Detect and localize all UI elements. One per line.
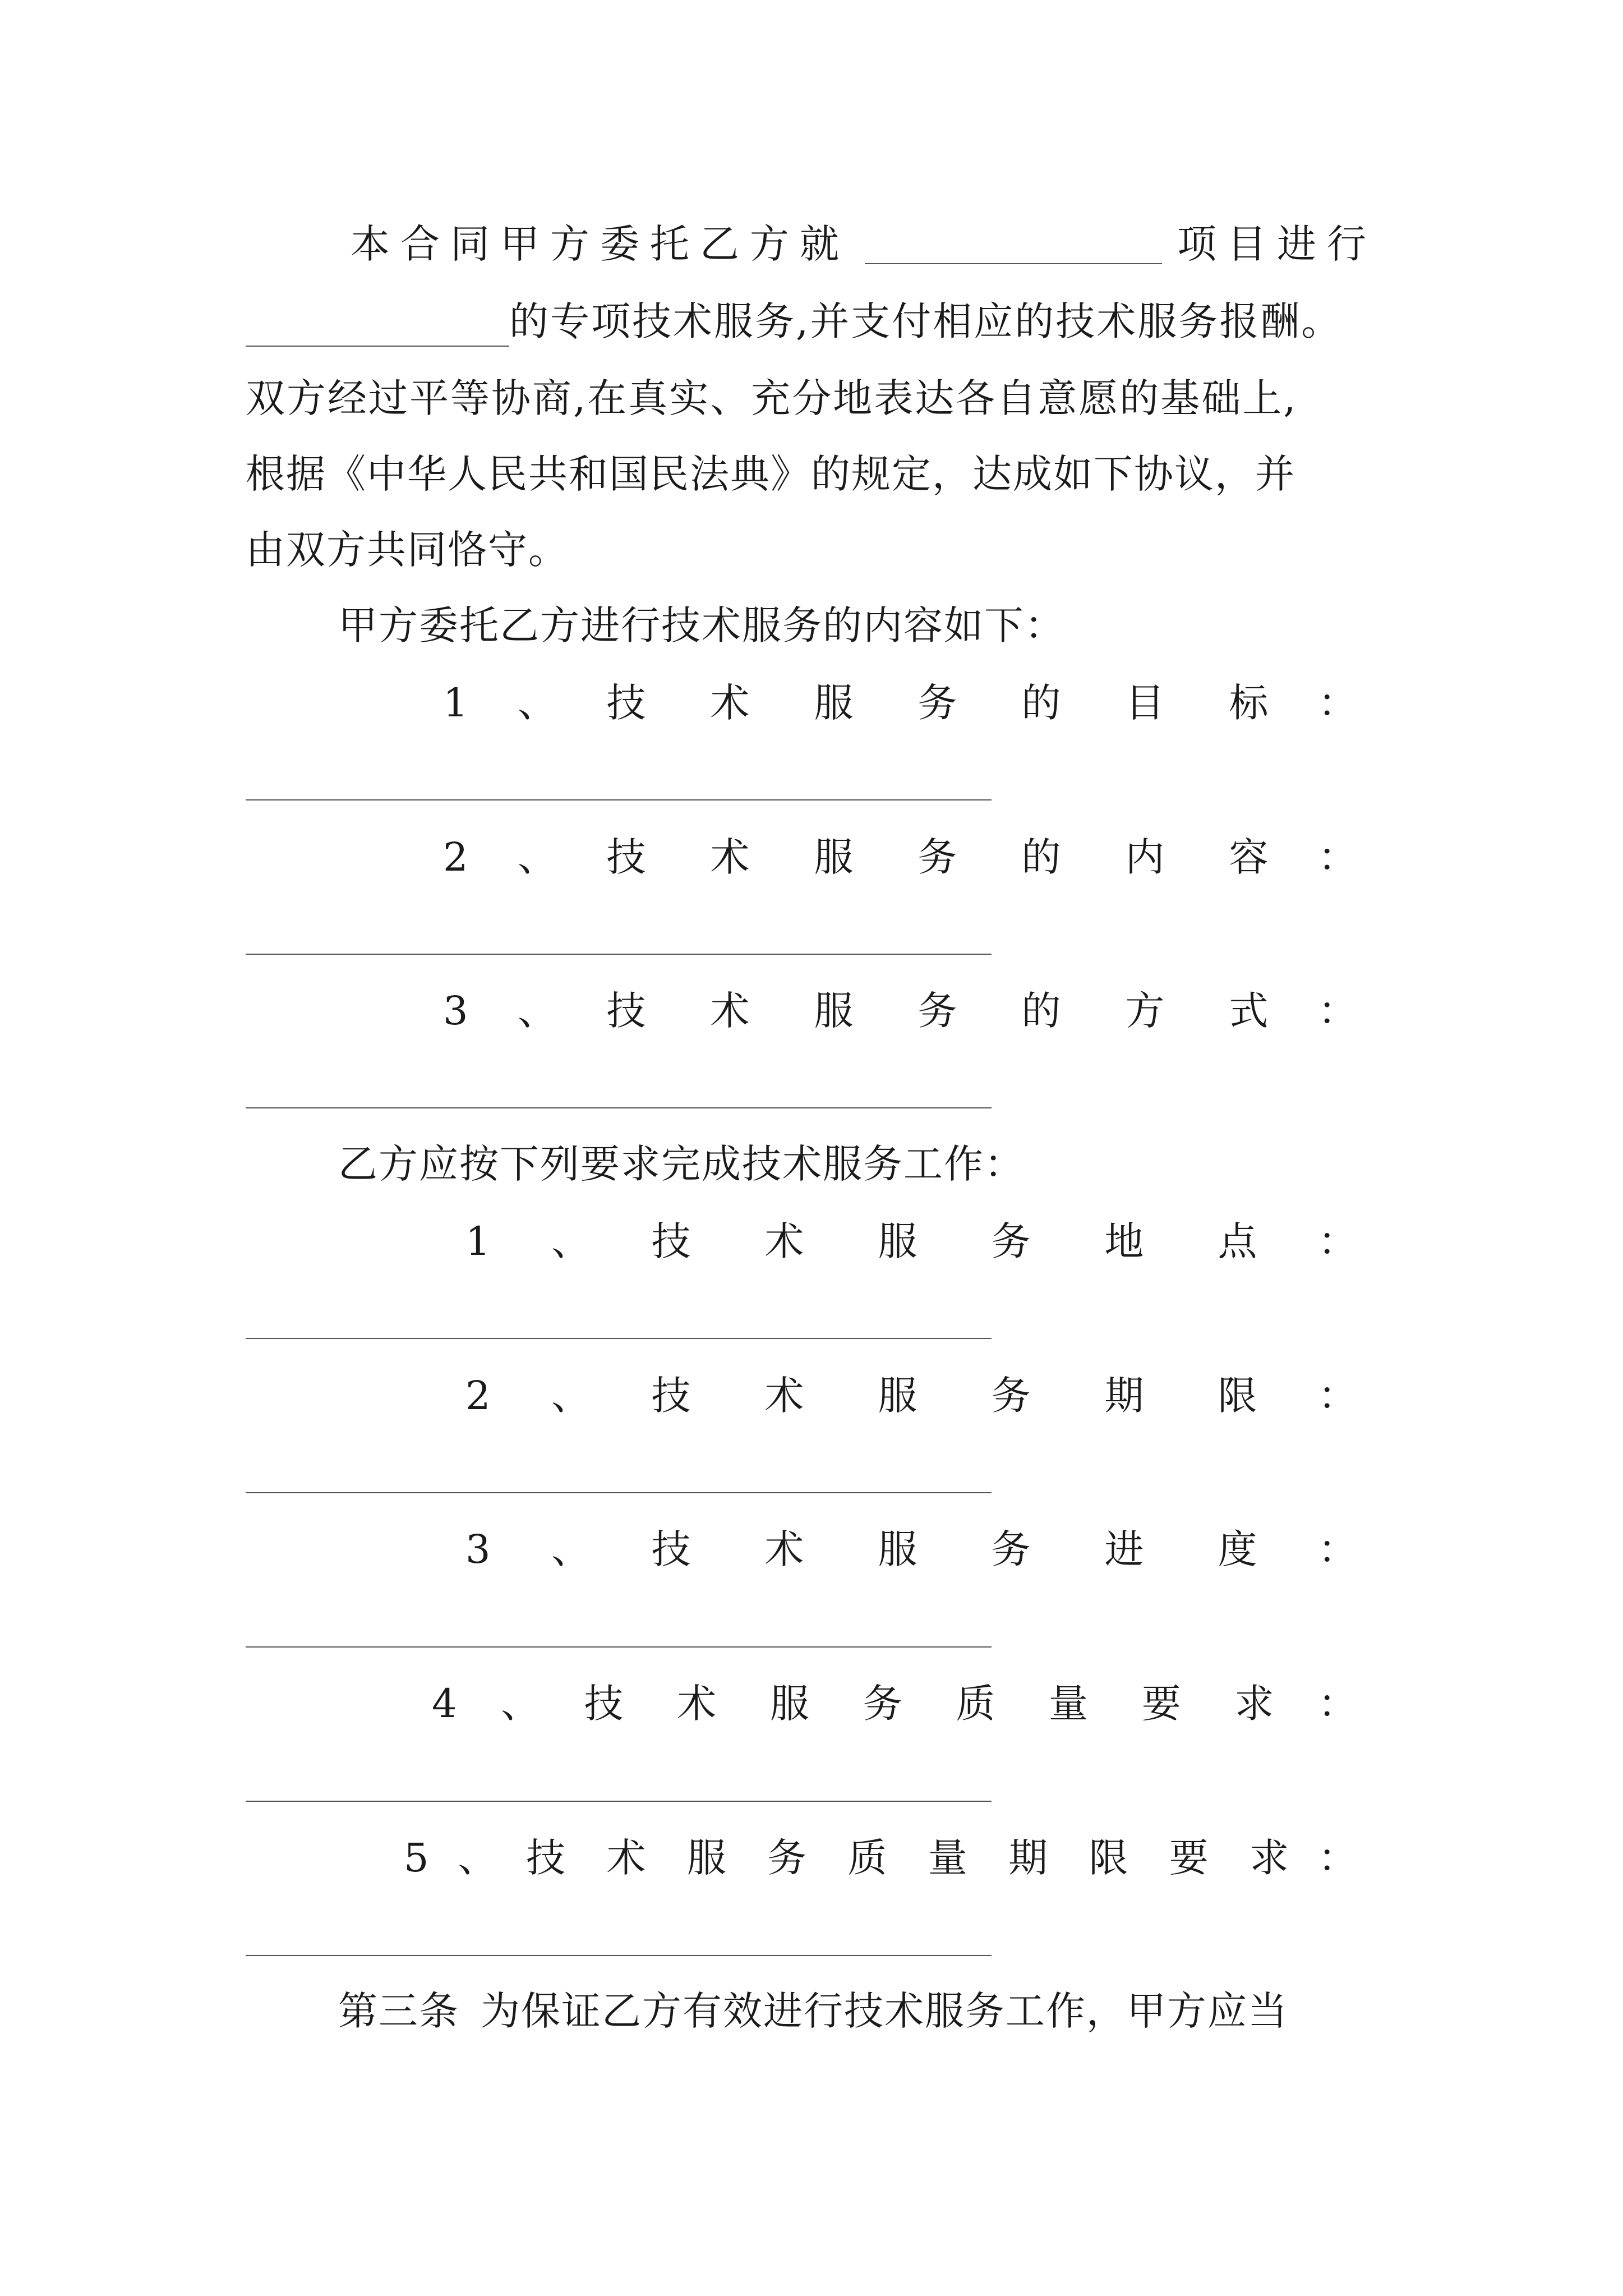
char: 求 <box>1234 1681 1274 1727</box>
char: 务 <box>917 988 957 1034</box>
char: 量 <box>1049 1681 1089 1727</box>
answer-line <box>246 1107 992 1108</box>
item-colon: ： <box>1317 1835 1357 1881</box>
intro-line-4 <box>246 449 1295 499</box>
item-label <box>607 986 1269 1036</box>
char: 的 <box>1021 988 1061 1034</box>
item-colon: ： <box>1318 988 1357 1034</box>
char: 务 <box>991 1373 1031 1419</box>
section2-item-4 <box>432 1678 1357 1729</box>
char: 服 <box>878 1218 917 1264</box>
char: 限 <box>1218 1373 1257 1419</box>
item-colon: ： <box>1318 1526 1357 1572</box>
char: 技 <box>606 680 646 726</box>
item-colon: ： <box>1318 834 1357 880</box>
char: 质 <box>956 1681 995 1727</box>
item-number: 2 <box>443 834 468 880</box>
item-separator: 、 <box>518 988 557 1034</box>
item-colon: ： <box>1318 1218 1357 1264</box>
char: 术 <box>710 834 750 880</box>
item-separator: 、 <box>551 1373 591 1419</box>
intro-line-5 <box>246 524 569 575</box>
item-label <box>652 1216 1257 1267</box>
char: 的 <box>1021 680 1061 726</box>
answer-line <box>246 1801 992 1802</box>
char: 服 <box>878 1373 917 1419</box>
section2-heading <box>338 1139 1025 1189</box>
char: 术 <box>710 680 750 726</box>
section2-item-2 <box>465 1370 1357 1421</box>
char: 务 <box>863 1681 902 1727</box>
item-separator: 、 <box>501 1681 541 1727</box>
article3-line <box>338 1986 1288 2036</box>
intro-line-1 <box>351 219 1377 269</box>
section1-item-3 <box>443 986 1357 1036</box>
char: 服 <box>769 1681 809 1727</box>
char: 目 <box>1125 680 1165 726</box>
intro-line-2 <box>246 296 1342 347</box>
char: 技 <box>651 1373 691 1419</box>
item-number: 3 <box>443 988 468 1034</box>
char: 方 <box>1125 988 1165 1034</box>
char: 地 <box>1104 1218 1144 1264</box>
intro-line-1-suffix: 项目进行 <box>1177 221 1377 267</box>
item-separator: 、 <box>458 1835 497 1881</box>
section2-heading-text: 乙方应按下列要求完成技术服务工作： <box>338 1141 1025 1187</box>
item-label <box>584 1678 1274 1729</box>
char: 的 <box>1021 834 1061 880</box>
intro-line-5-text: 由双方共同恪守。 <box>246 527 569 573</box>
char: 术 <box>677 1681 717 1727</box>
answer-line <box>246 1955 992 1956</box>
char: 服 <box>814 834 854 880</box>
char: 技 <box>606 988 646 1034</box>
char: 技 <box>606 834 646 880</box>
item-label <box>652 1370 1257 1421</box>
char: 要 <box>1141 1681 1181 1727</box>
answer-line <box>246 1492 992 1493</box>
section2-item-5 <box>404 1833 1357 1883</box>
char: 标 <box>1229 680 1269 726</box>
section2-item-1 <box>465 1216 1357 1267</box>
section1-item-2 <box>443 832 1357 882</box>
intro-line-4-text: 根据《中华人民共和国民法典》的规定，达成如下协议，并 <box>246 451 1295 497</box>
char: 技 <box>651 1218 691 1264</box>
article3-text: 为保证乙方有效进行技术服务工作，甲方应当 <box>481 1988 1288 2034</box>
intro-line-2-text: 的专项技术服务,并支付相应的技术服务报酬。 <box>509 298 1343 344</box>
char: 务 <box>991 1218 1031 1264</box>
char: 服 <box>878 1526 917 1572</box>
item-label <box>607 832 1269 882</box>
item-label <box>607 678 1269 728</box>
char: 式 <box>1229 988 1269 1034</box>
char: 术 <box>764 1218 804 1264</box>
answer-line <box>246 1646 992 1648</box>
intro-line-3-text: 双方经过平等协商,在真实、充分地表达各自意愿的基础上, <box>246 375 1298 421</box>
section1-heading-text: 甲方委托乙方进行技术服务的内容如下： <box>338 602 1065 648</box>
char: 进 <box>1104 1526 1144 1572</box>
item-number: 2 <box>465 1373 491 1419</box>
char: 务 <box>917 680 957 726</box>
char: 技 <box>651 1526 691 1572</box>
item-colon: ： <box>1318 1373 1357 1419</box>
item-number: 1 <box>443 680 468 726</box>
item-label <box>526 1833 1289 1883</box>
item-separator: 、 <box>551 1218 591 1264</box>
char: 限 <box>1089 1835 1128 1881</box>
char: 容 <box>1229 834 1269 880</box>
project-name-blank <box>865 224 1162 264</box>
section1-item-1 <box>443 678 1357 728</box>
char: 务 <box>767 1835 807 1881</box>
char: 点 <box>1218 1218 1257 1264</box>
article3-label: 第三条 <box>338 1988 459 2034</box>
char: 服 <box>814 680 854 726</box>
char: 服 <box>686 1835 726 1881</box>
intro-line-1-prefix: 本合同甲方委托乙方就 <box>351 221 850 267</box>
item-separator: 、 <box>551 1526 591 1572</box>
item-colon: ： <box>1318 1681 1357 1727</box>
char: 期 <box>1008 1835 1048 1881</box>
char: 量 <box>928 1835 967 1881</box>
item-number: 1 <box>465 1218 491 1264</box>
item-number: 5 <box>404 1835 429 1881</box>
char: 质 <box>847 1835 887 1881</box>
char: 服 <box>814 988 854 1034</box>
char: 务 <box>991 1526 1031 1572</box>
char: 技 <box>526 1835 566 1881</box>
intro-line-3 <box>246 373 1298 424</box>
char: 术 <box>764 1373 804 1419</box>
item-number: 4 <box>432 1681 457 1727</box>
answer-line <box>246 1338 992 1339</box>
char: 技 <box>584 1681 624 1727</box>
item-label <box>652 1524 1257 1575</box>
char: 术 <box>764 1526 804 1572</box>
item-colon: ： <box>1318 680 1357 726</box>
char: 术 <box>606 1835 646 1881</box>
section1-heading <box>338 600 1065 651</box>
char: 要 <box>1169 1835 1209 1881</box>
item-separator: 、 <box>518 834 557 880</box>
service-scope-blank <box>246 306 509 347</box>
char: 术 <box>710 988 750 1034</box>
char: 期 <box>1104 1373 1144 1419</box>
char: 度 <box>1218 1526 1257 1572</box>
char: 务 <box>917 834 957 880</box>
item-separator: 、 <box>518 680 557 726</box>
answer-line <box>246 954 992 955</box>
char: 求 <box>1249 1835 1289 1881</box>
answer-line <box>246 799 992 800</box>
section2-item-3 <box>465 1524 1357 1575</box>
item-number: 3 <box>465 1526 491 1572</box>
char: 内 <box>1125 834 1165 880</box>
